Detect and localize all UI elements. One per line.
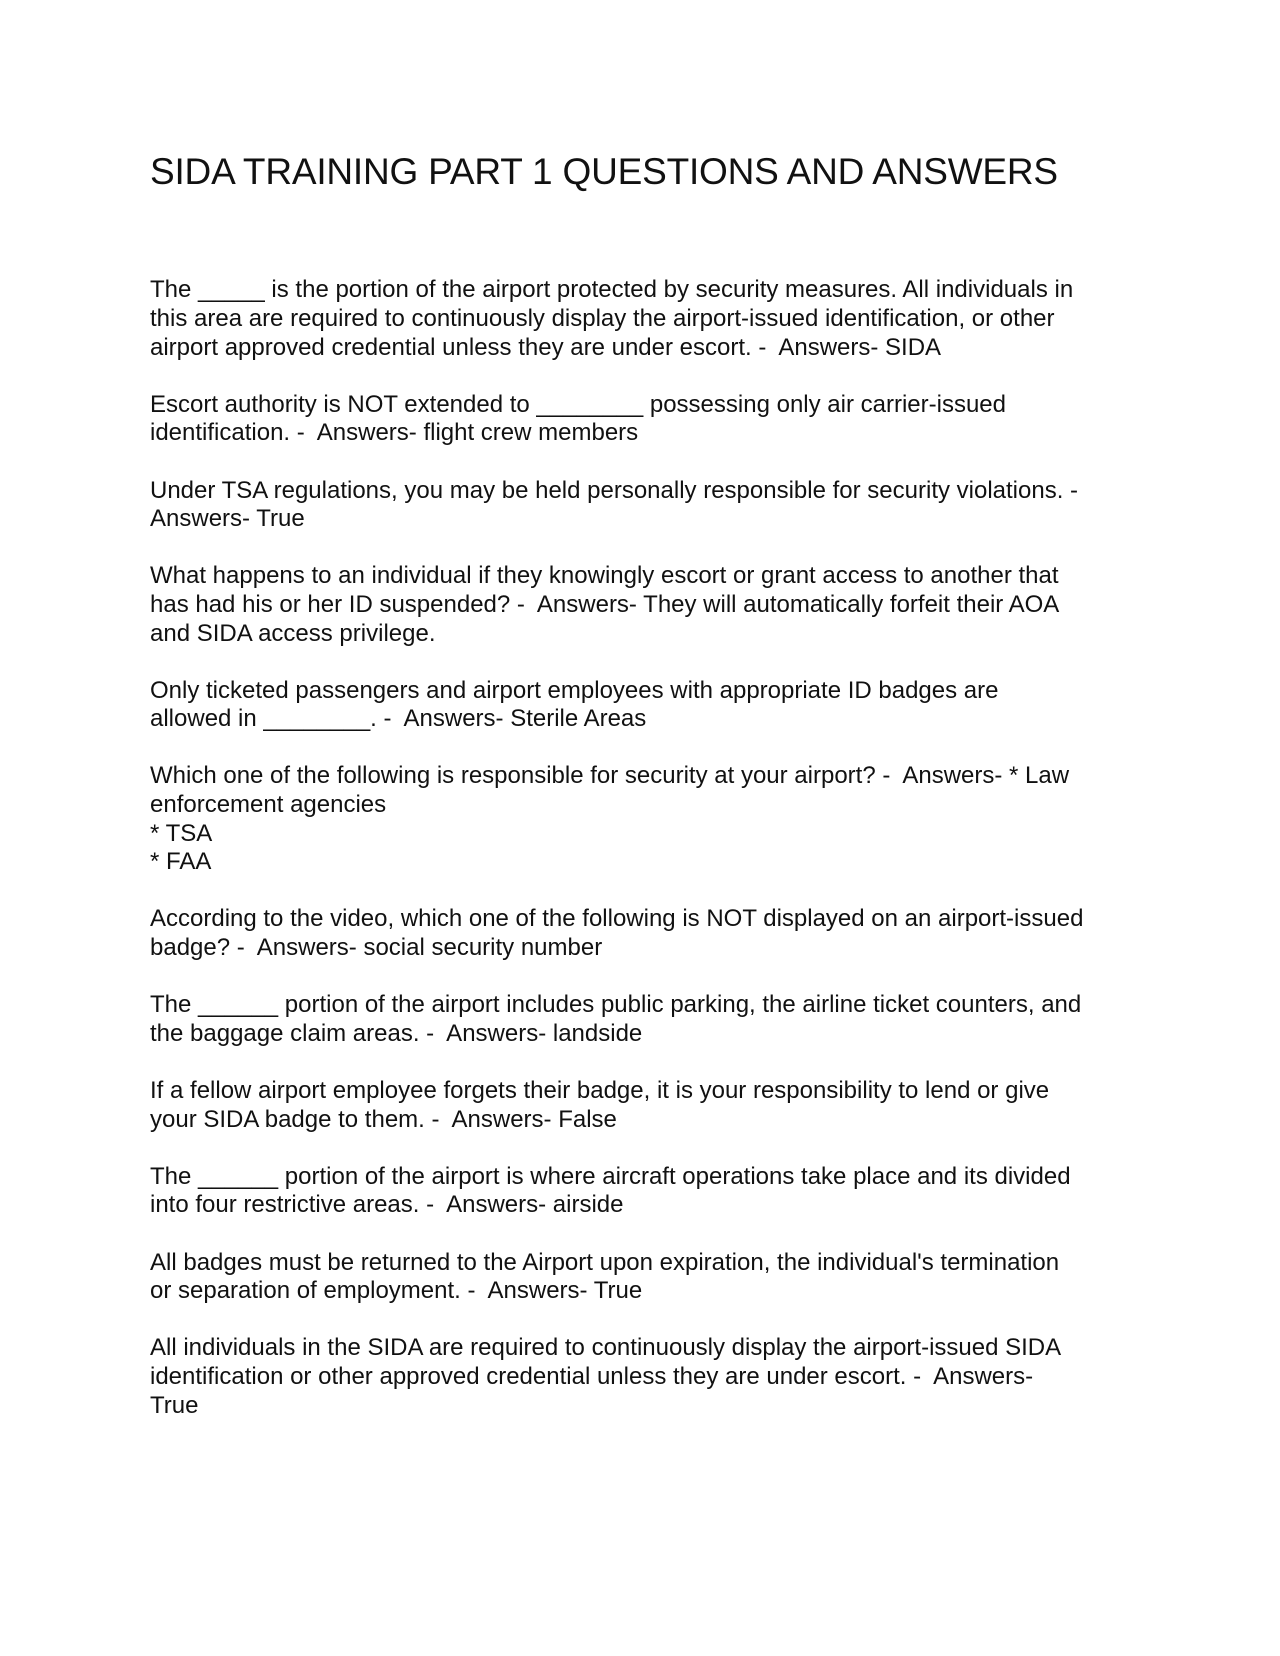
qa-line: Under TSA regulations, you may be held personally responsible for security violations. - [150,476,1079,504]
qa-line: According to the video, which one of the following is NOT displayed on an airport-issued [150,905,1084,933]
document-page [150,150,1130,1449]
qa-item [150,562,1130,648]
qa-line: * FAA [150,848,212,876]
qa-line: * TSA [150,819,213,847]
qa-line: If a fellow airport employee forgets their badge, it is your responsibility to lend or give [150,1077,1050,1105]
qa-line: enforcement agencies [150,791,387,819]
qa-line: Only ticketed passengers and airport employees with appropriate ID badges are [150,676,999,704]
qa-line: True [150,1391,199,1419]
qa-line: and SIDA access privilege. [150,619,436,647]
qa-line: allowed in ________. - Answers- Sterile Areas [150,705,647,733]
qa-line: badge? - Answers- social security number [150,934,603,962]
qa-line: this area are required to continuously display the airport-issued identification, or other [150,304,1055,332]
qa-item [150,905,1130,962]
qa-item [150,391,1130,448]
qa-line: your SIDA badge to them. - Answers- False [150,1105,617,1133]
qa-item [150,1077,1130,1134]
qa-line: identification or other approved credential unless they are under escort. - Answers- [150,1362,1034,1390]
qa-line: What happens to an individual if they knowingly escort or grant access to another that [150,562,1059,590]
qa-line: or separation of employment. - Answers- True [150,1277,643,1305]
qa-line: Answers- True [150,505,305,533]
qa-line: into four restrictive areas. - Answers- airside [150,1191,624,1219]
qa-item [150,1334,1130,1420]
qa-line: Escort authority is NOT extended to ________ possessing only air carrier-issued [150,390,1006,418]
qa-item [150,762,1130,876]
qa-item [150,1163,1130,1220]
qa-line: All individuals in the SIDA are required to continuously display the airport-issued SIDA [150,1334,1062,1362]
qa-list [150,276,1130,1420]
qa-line: The ______ portion of the airport includes public parking, the airline ticket counters, and [150,991,1082,1019]
qa-item [150,677,1130,734]
qa-line: The ______ portion of the airport is where aircraft operations take place and its divided [150,1162,1071,1190]
qa-line: Which one of the following is responsible for security at your airport? - Answers- * Law [150,762,1070,790]
document-title: SIDA TRAINING PART 1 QUESTIONS AND ANSWERS [150,151,1058,192]
qa-line: The _____ is the portion of the airport protected by security measures. All individuals in [150,276,1074,304]
qa-item [150,1249,1130,1306]
qa-line: has had his or her ID suspended? - Answers- They will automatically forfeit their AOA [150,590,1060,618]
qa-item [150,276,1130,362]
qa-line: airport approved credential unless they are under escort. - Answers- SIDA [150,333,942,361]
qa-item [150,991,1130,1048]
qa-line: All badges must be returned to the Airport upon expiration, the individual's termination [150,1248,1060,1276]
qa-item [150,477,1130,534]
qa-line: identification. - Answers- flight crew members [150,419,639,447]
qa-line: the baggage claim areas. - Answers- landside [150,1019,643,1047]
